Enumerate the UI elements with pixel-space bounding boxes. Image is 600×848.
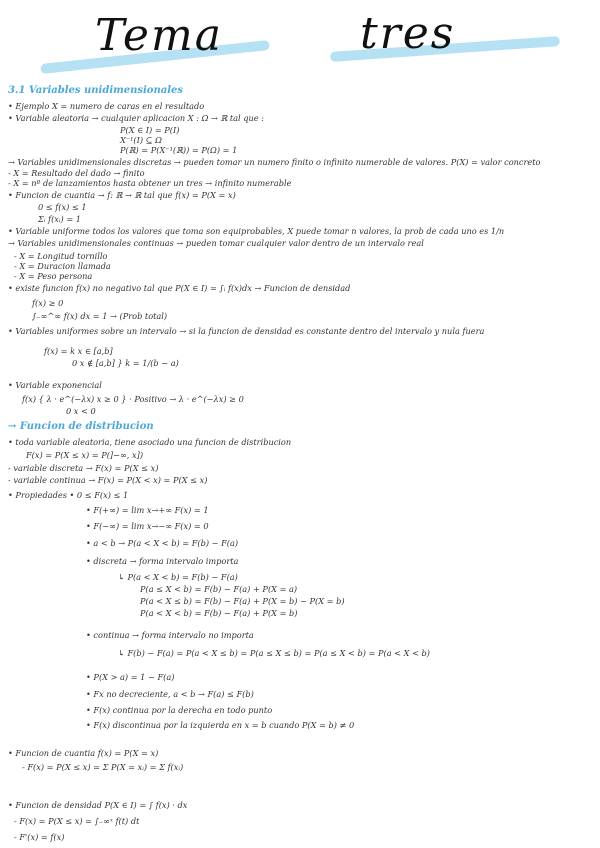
note-line: - variable continua → F(x) = P(X < x) = P(X ≤ x) — [8, 475, 208, 485]
title-word-2: tres — [360, 8, 456, 59]
note-line: • a < b → P(a < X < b) = F(b) − F(a) — [86, 538, 239, 548]
note-line: • Variable aleatoria → cualquier aplicacion X : Ω → ℝ tal que : — [8, 113, 264, 123]
note-line: 0 x ∉ [a,b] } k = 1/(b − a) — [72, 358, 179, 368]
note-line: P(a < X ≤ b) = F(b) − F(a) + P(X = b) − P(X = b) — [140, 596, 345, 606]
note-line: X⁻¹(I) ⊆ Ω — [120, 135, 162, 145]
note-line: • F(+∞) = lim x→+∞ F(x) = 1 — [86, 505, 209, 515]
note-line: • toda variable aleatoria, tiene asociado una funcion de distribucion — [8, 437, 292, 447]
note-line: - X = Duracion llamada — [14, 261, 111, 271]
section-title-2: → Funcion de distribucion — [8, 421, 154, 432]
note-line: - F(x) = P(X ≤ x) = ∫₋∞ˣ f(t) dt — [14, 816, 140, 826]
note-line: • Funcion de cuantia → f: ℝ → ℝ tal que f(x) = P(X = x) — [8, 190, 236, 200]
note-line: - F'(x) = f(x) — [14, 832, 65, 842]
note-line: - F(x) = P(X ≤ x) = Σ P(X = xᵢ) = Σ f(xᵢ) — [22, 762, 184, 772]
section-title-1: 3.1 Variables unidimensionales — [8, 85, 183, 96]
note-line: • Variable exponencial — [8, 380, 102, 390]
note-line: ↳ P(a < X < b) = F(b) − F(a) — [118, 572, 238, 582]
note-line: • Funcion de densidad P(X ∈ I) = ∫ f(x) · dx — [8, 800, 188, 810]
note-line: → Variables unidimensionales continuas → pueden tomar cualquier valor dentro de un intervalo real — [8, 238, 424, 248]
note-line: • Funcion de cuantia f(x) = P(X = x) — [8, 748, 159, 758]
note-line: Σᵢ f(xᵢ) = 1 — [38, 214, 81, 224]
note-line: F(x) = P(X ≤ x) = P(]−∞, x]) — [26, 450, 144, 460]
note-line: • F(x) continua por la derecha en todo punto — [86, 705, 273, 715]
note-line: • P(X > a) = 1 − F(a) — [86, 672, 175, 682]
note-line: • continua → forma intervalo no importa — [86, 630, 254, 640]
note-line: P(a < X < b) = F(b) − F(a) + P(X = b) — [140, 608, 298, 618]
note-line: 0 ≤ f(x) ≤ 1 — [38, 202, 87, 212]
note-line: f(x) ≥ 0 — [32, 298, 64, 308]
note-line: - X = Resultado del dado → finito — [8, 168, 145, 178]
note-line: → Variables unidimensionales discretas → pueden tomar un numero finito o infinito numerable de valores. P(X) = valor concreto — [8, 157, 541, 167]
note-line: • Fx no decreciente, a < b → F(a) ≤ F(b) — [86, 689, 254, 699]
note-line: • Ejemplo X = numero de caras en el resultado — [8, 101, 205, 111]
note-line: P(ℝ) = P(X⁻¹(ℝ)) = P(Ω) = 1 — [120, 145, 238, 155]
note-line: - X = Longitud tornillo — [14, 251, 108, 261]
note-line: • Variable uniforme todos los valores que toma son equiprobables, X puede tomar n valores, la prob de cada uno es 1/n — [8, 226, 505, 236]
note-line: - X = nº de lanzamientos hasta obtener un tres → infinito numerable — [8, 178, 292, 188]
note-line: f(x) { λ · e^(−λx) x ≥ 0 } · Positivo → λ · e^(−λx) ≥ 0 — [22, 394, 244, 404]
note-line: • Propiedades • 0 ≤ F(x) ≤ 1 — [8, 490, 129, 500]
note-line: P(X ∈ I) = P(I) — [120, 125, 180, 135]
note-line: ∫₋∞^∞ f(x) dx = 1 → (Prob total) — [32, 311, 168, 321]
note-line: - variable discreta → F(x) = P(X ≤ x) — [8, 463, 159, 473]
title-area — [0, 0, 600, 82]
title-word-1: Tema — [95, 10, 223, 61]
note-line: - X = Peso persona — [14, 271, 93, 281]
note-line: • F(x) discontinua por la izquierda en x = b cuando P(X = b) ≠ 0 — [86, 720, 355, 730]
note-line: f(x) = k x ∈ [a,b] — [44, 346, 113, 356]
note-line: • Variables uniformes sobre un intervalo → si la funcion de densidad es constante dentro del intervalo y nula fuera — [8, 326, 485, 336]
note-line: • existe funcion f(x) no negativo tal que P(X ∈ I) = ∫ᵢ f(x)dx → Funcion de densidad — [8, 283, 351, 293]
note-line: P(a ≤ X < b) = F(b) − F(a) + P(X = a) — [140, 584, 298, 594]
note-line: • discreta → forma intervalo importa — [86, 556, 239, 566]
note-line: ↳ F(b) − F(a) = P(a < X ≤ b) = P(a ≤ X ≤ b) = P(a ≤ X < b) = P(a < X < b) — [118, 648, 430, 658]
note-line: 0 x < 0 — [66, 406, 96, 416]
note-line: • F(−∞) = lim x→−∞ F(x) = 0 — [86, 521, 209, 531]
